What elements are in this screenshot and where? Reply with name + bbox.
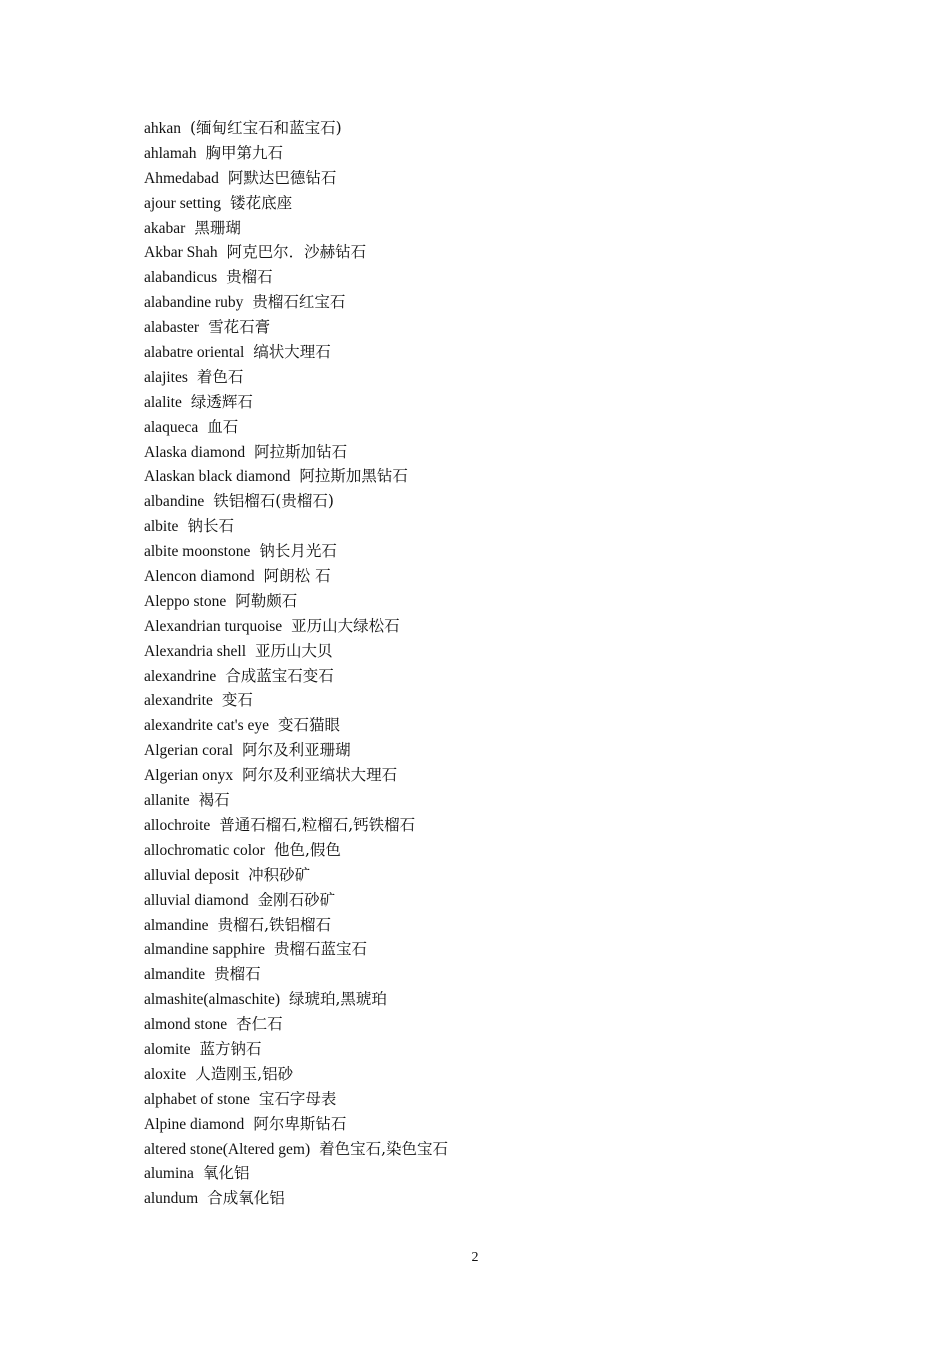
glossary-entry — [144, 464, 448, 489]
entry-term: allochroite — [144, 816, 211, 834]
glossary-entry — [144, 290, 448, 315]
entry-term: alexandrine — [144, 667, 217, 685]
entry-gloss: 阿勒颇石 — [235, 591, 298, 610]
glossary-entry — [144, 813, 448, 838]
glossary-entry — [144, 564, 448, 589]
entry-gloss: 蓝方钠石 — [199, 1039, 262, 1058]
entry-term: almandine — [144, 916, 209, 934]
entry-term: ahlamah — [144, 144, 197, 162]
entry-term: ajour setting — [144, 194, 222, 212]
entry-gloss: 阿尔及利亚缟状大理石 — [242, 766, 398, 785]
entry-term: Akbar Shah — [144, 244, 218, 262]
entry-term: alabaster — [144, 319, 200, 337]
entry-term: albandine — [144, 493, 205, 511]
glossary-entry — [144, 116, 448, 141]
entry-gloss: 合成氧化铝 — [207, 1189, 285, 1208]
entry-term: Alexandrian turquoise — [144, 617, 283, 635]
glossary-entry — [144, 713, 448, 738]
entry-term: almond stone — [144, 1016, 228, 1034]
entry-term: Algerian onyx — [144, 767, 234, 785]
entry-term: Alaskan black diamond — [144, 468, 291, 486]
entry-gloss: 阿朗松 石 — [263, 567, 331, 586]
entry-term: Ahmedabad — [144, 169, 219, 187]
glossary-entry — [144, 365, 448, 390]
glossary-entry — [144, 987, 448, 1012]
glossary-entry — [144, 1186, 448, 1211]
entry-gloss: 褐石 — [198, 791, 230, 810]
glossary-entry — [144, 838, 448, 863]
entry-term: alaqueca — [144, 418, 199, 436]
entry-gloss: 钠长月光石 — [259, 542, 337, 561]
glossary-entry — [144, 962, 448, 987]
glossary-entry — [144, 191, 448, 216]
glossary-entry — [144, 340, 448, 365]
entry-gloss: 贵榴石 — [226, 268, 273, 287]
entry-term: alluvial diamond — [144, 891, 249, 909]
entry-gloss: 着色宝石,染色宝石 — [319, 1139, 449, 1158]
entry-gloss: 亚历山大绿松石 — [291, 616, 400, 635]
entry-term: altered stone(Altered gem) — [144, 1140, 311, 1158]
entry-gloss: 黑珊瑚 — [194, 218, 241, 237]
entry-term: Alencon diamond — [144, 568, 255, 586]
entry-term: Alpine diamond — [144, 1115, 245, 1133]
entry-term: almashite(almaschite) — [144, 991, 280, 1009]
glossary-entry — [144, 390, 448, 415]
entry-gloss: 金刚石砂矿 — [257, 890, 336, 909]
entry-gloss: 阿拉斯加钻石 — [254, 442, 348, 461]
entry-gloss: 阿克巴尔．沙赫钻石 — [226, 243, 367, 262]
glossary-entry — [144, 216, 448, 241]
entry-gloss: 镂花底座 — [230, 193, 293, 212]
entry-gloss: 血石 — [207, 417, 239, 436]
entry-gloss: 宝石字母表 — [258, 1089, 337, 1108]
glossary-entry — [144, 415, 448, 440]
glossary-entry — [144, 688, 448, 713]
entry-gloss: 亚历山大贝 — [255, 641, 333, 660]
glossary-entry — [144, 1037, 448, 1062]
glossary-entry — [144, 1137, 448, 1162]
entry-gloss: 钠长石 — [187, 517, 234, 536]
entry-term: alexandrite — [144, 692, 213, 710]
glossary-entry — [144, 141, 448, 166]
entry-term: alomite — [144, 1040, 191, 1058]
glossary-entry — [144, 1062, 448, 1087]
entry-term: aloxite — [144, 1065, 187, 1083]
glossary-entry — [144, 166, 448, 191]
glossary-entry — [144, 738, 448, 763]
entry-gloss: 普通石榴石,粒榴石,钙铁榴石 — [219, 815, 416, 834]
page-number: 2 — [471, 1250, 479, 1265]
entry-term: alajites — [144, 368, 188, 386]
entry-term: Alexandria shell — [144, 642, 247, 660]
entry-gloss: 杏仁石 — [236, 1015, 283, 1034]
entry-gloss: 胸甲第九石 — [205, 143, 284, 162]
entry-gloss: 他色,假色 — [273, 840, 341, 859]
glossary-entry — [144, 888, 448, 913]
glossary-entry — [144, 315, 448, 340]
entry-term: Algerian coral — [144, 742, 234, 760]
entry-gloss: 绿琥珀,黑琥珀 — [289, 990, 387, 1009]
glossary-entry — [144, 240, 448, 265]
glossary-entry — [144, 440, 448, 465]
glossary-entry — [144, 539, 448, 564]
entry-gloss: 变石猫眼 — [278, 716, 341, 735]
glossary-entry — [144, 614, 448, 639]
entry-gloss: 绿透辉石 — [190, 392, 253, 411]
entry-gloss: 阿尔卑斯钻石 — [253, 1114, 347, 1133]
glossary-entry — [144, 639, 448, 664]
entry-term: alluvial deposit — [144, 866, 240, 884]
entry-term: alabandicus — [144, 269, 218, 287]
entry-term: akabar — [144, 219, 186, 237]
glossary-entry — [144, 1087, 448, 1112]
entry-gloss: 冲积砂矿 — [248, 865, 311, 884]
entry-gloss: 阿尔及利亚珊瑚 — [242, 741, 351, 760]
glossary-entry — [144, 937, 448, 962]
entry-gloss: 雪花石膏 — [208, 318, 271, 337]
entry-gloss: 阿拉斯加黑钻石 — [299, 467, 408, 486]
entry-gloss: 人造刚玉,铝砂 — [195, 1064, 294, 1083]
entry-gloss: 阿默达巴德钻石 — [227, 168, 337, 187]
entry-gloss: 贵榴石蓝宝石 — [273, 940, 367, 959]
glossary-entry — [144, 265, 448, 290]
entry-term: alabandine ruby — [144, 294, 244, 312]
glossary-entry — [144, 863, 448, 888]
glossary-entry — [144, 514, 448, 539]
glossary-entry — [144, 913, 448, 938]
entry-term: allanite — [144, 792, 190, 810]
glossary-entry — [144, 664, 448, 689]
entry-term: alphabet of stone — [144, 1090, 250, 1108]
entry-term: Alaska diamond — [144, 443, 246, 461]
entry-gloss: 贵榴石红宝石 — [252, 293, 346, 312]
entry-term: albite — [144, 518, 179, 536]
glossary-entry — [144, 1012, 448, 1037]
entry-term: alabatre oriental — [144, 344, 245, 362]
entry-term: alundum — [144, 1190, 199, 1208]
entry-term: alexandrite cat's eye — [144, 717, 269, 735]
entry-term: alumina — [144, 1165, 194, 1183]
entry-gloss: 铁铝榴石(贵榴石) — [213, 492, 334, 511]
entry-gloss: 变石 — [221, 691, 253, 710]
entry-gloss: 缟状大理石 — [253, 343, 331, 362]
entry-term: allochromatic color — [144, 841, 265, 859]
entry-gloss: 贵榴石 — [214, 965, 261, 984]
glossary-entry — [144, 1112, 448, 1137]
glossary-entry — [144, 1161, 448, 1186]
glossary-entry — [144, 788, 448, 813]
entry-gloss: 合成蓝宝石变石 — [225, 666, 334, 685]
glossary-entry — [144, 489, 448, 514]
entry-term: ahkan — [144, 120, 182, 137]
entry-gloss: 贵榴石,铁铝榴石 — [217, 915, 331, 934]
glossary-entry — [144, 589, 448, 614]
entry-term: Aleppo stone — [144, 592, 227, 610]
entry-gloss: (缅甸红宝石和蓝宝石) — [190, 119, 342, 137]
entry-gloss: 氧化铝 — [202, 1164, 250, 1183]
entry-gloss: 着色石 — [196, 367, 244, 386]
entry-term: almandite — [144, 966, 206, 984]
entry-term: albite moonstone — [144, 543, 251, 561]
glossary-list — [144, 116, 448, 1211]
glossary-entry — [144, 763, 448, 788]
entry-term: almandine sapphire — [144, 941, 265, 959]
entry-term: alalite — [144, 393, 182, 411]
